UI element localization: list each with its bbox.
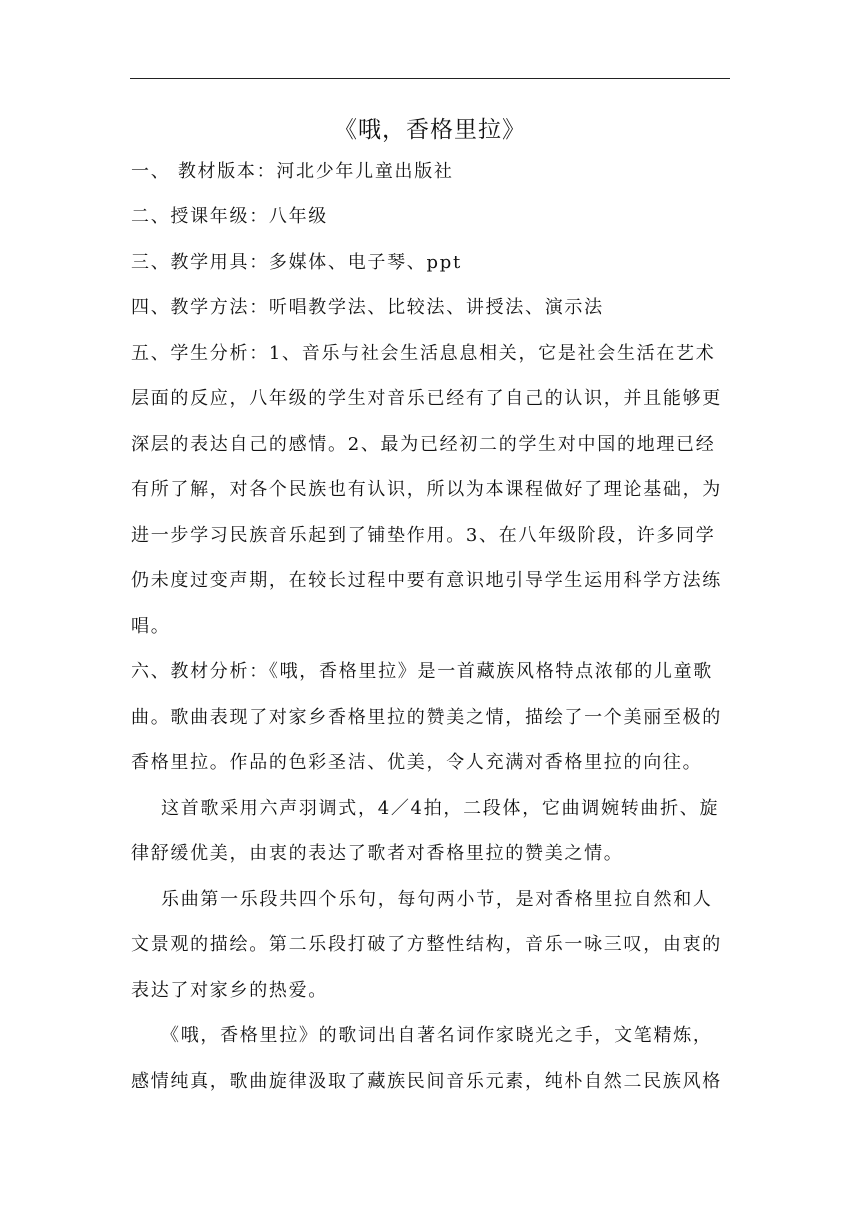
paragraph-line: 文景观的描绘。第二乐段打破了方整性结构，音乐一咏三叹，由衷的 <box>131 934 722 955</box>
student-analysis-line: 有所了解，对各个民族也有认识，所以为本课程做好了理论基础，为 <box>131 479 722 500</box>
student-analysis-line: 进一步学习民族音乐起到了铺垫作用。3、在八年级阶段，许多同学 <box>131 525 716 546</box>
student-analysis-line: 层面的反应，八年级的学生对音乐已经有了自己的认识，并且能够更 <box>131 388 722 409</box>
item-grade: 二、授课年级：八年级 <box>131 206 328 227</box>
item-teaching-tools: 三、教学用具：多媒体、电子琴、ppt <box>131 252 462 273</box>
material-analysis-line: 曲。歌曲表现了对家乡香格里拉的赞美之情，描绘了一个美丽至极的 <box>131 707 722 728</box>
paragraph-line: 律舒缓优美，由衷的表达了歌者对香格里拉的赞美之情。 <box>131 843 624 864</box>
student-analysis-line: 深层的表达自己的感情。2、最为已经初二的学生对中国的地理已经 <box>131 434 716 455</box>
student-analysis-line: 仍未度过变声期，在较长过程中要有意识地引导学生运用科学方法练 <box>131 570 722 591</box>
header-rule <box>130 78 730 79</box>
paragraph-line: 感情纯真，歌曲旋律汲取了藏族民间音乐元素，纯朴自然二民族风格 <box>131 1071 722 1092</box>
material-analysis-line: 六、教材分析：《哦，香格里拉》是一首藏族风格特点浓郁的儿童歌 <box>131 661 713 682</box>
paragraph-line: 表达了对家乡的热爱。 <box>131 980 328 1001</box>
paragraph-line: 《哦，香格里拉》的歌词出自著名词作家晓光之手，文笔精炼， <box>161 1025 713 1046</box>
item-teaching-methods: 四、教学方法：听唱教学法、比较法、讲授法、演示法 <box>131 297 604 318</box>
material-analysis-line: 香格里拉。作品的色彩圣洁、优美，令人充满对香格里拉的向往。 <box>131 752 703 773</box>
paragraph-line: 这首歌采用六声羽调式，4／4拍，二段体，它曲调婉转曲折、旋 <box>161 798 720 819</box>
student-analysis-line: 唱。 <box>131 616 171 637</box>
paragraph-line: 乐曲第一乐段共四个乐句，每句两小节，是对香格里拉自然和人 <box>161 889 713 910</box>
student-analysis-line: 五、学生分析：1、音乐与社会生活息息相关，它是社会生活在艺术 <box>131 343 716 364</box>
document-title: 《哦，香格里拉》 <box>334 117 526 143</box>
item-textbook-version: 一、 教材版本：河北少年儿童出版社 <box>131 161 454 182</box>
